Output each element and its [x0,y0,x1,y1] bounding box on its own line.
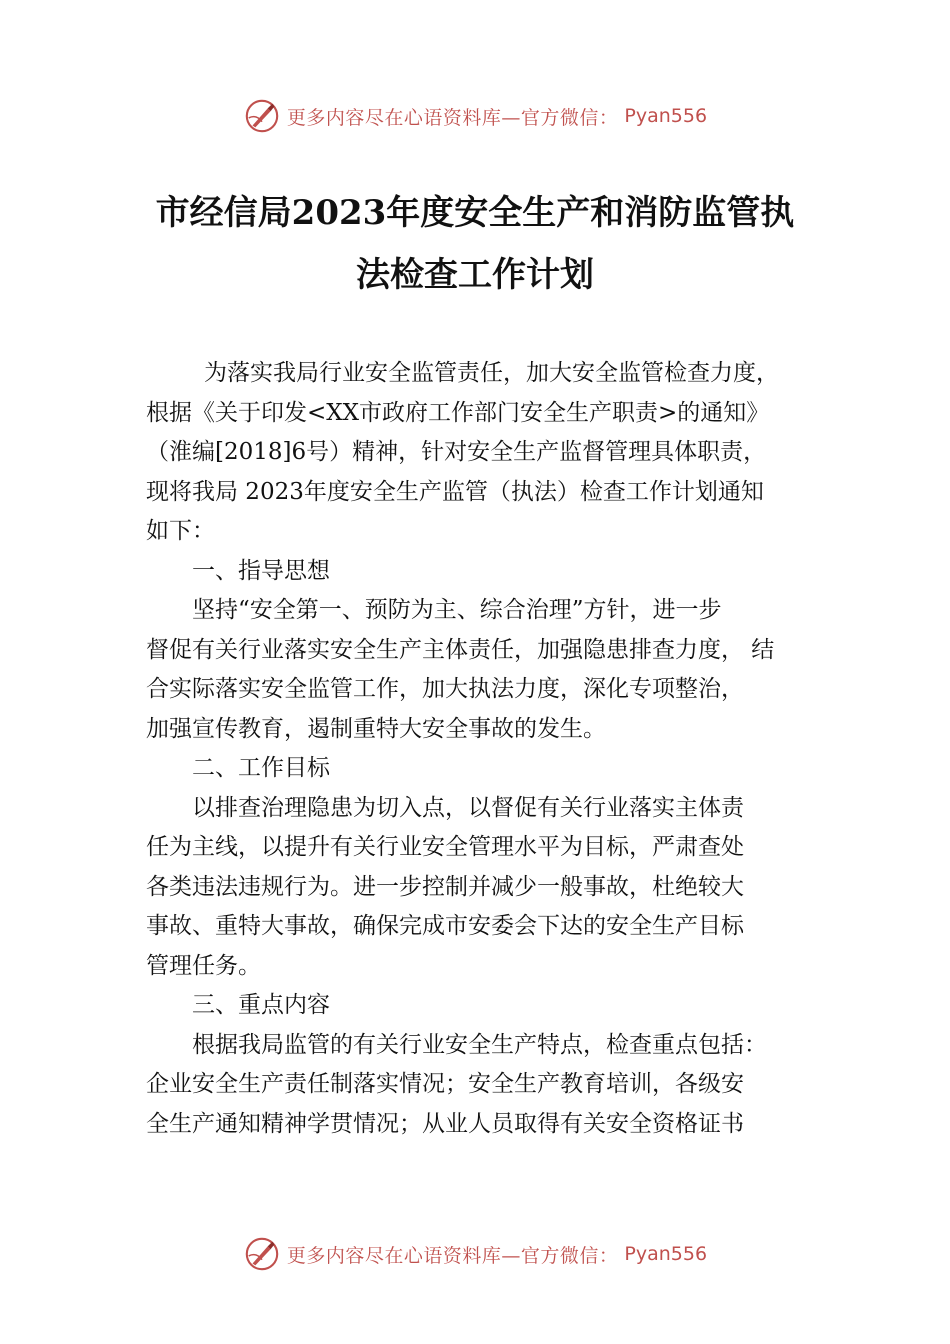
section3-line: 全生产通知精神学贯情况；从业人员取得有关安全资格证书 [146,1110,744,1137]
pen-logo-icon [243,1235,281,1273]
intro-line: （淮编[2018]6号）精神，针对安全生产监督管理具体职责， [146,439,767,465]
watermark-wechat-id: Pyan556 [624,1243,708,1265]
section1-line: 坚持“安全第一、预防为主、综合治理”方针，进一步 [192,597,722,623]
watermark-header [0,94,950,138]
watermark-text: 更多内容尽在心语资料库—官方微信： [286,1244,619,1267]
title-line-1: 市经信局2023年度安全生产和消防监管执 [155,193,795,233]
title-line-2: 法检查工作计划 [356,255,594,295]
watermark-wechat-id: Pyan556 [624,105,708,127]
section2-line: 任为主线，以提升有关行业安全管理水平为目标，严肃查处 [146,834,744,860]
section2-line: 以排查治理隐患为切入点，以督促有关行业落实主体责 [192,794,744,821]
section1-line: 加强宣传教育，遏制重特大安全事故的发生。 [146,715,606,742]
section2-line: 管理任务。 [146,952,261,979]
intro-line: 如下： [146,518,215,544]
watermark-text: 更多内容尽在心语资料库—官方微信： [286,106,619,129]
section1-line: 督促有关行业落实安全生产主体责任，加强隐患排查力度， 结 [146,636,775,663]
watermark-footer [0,1232,950,1276]
section-heading-guiding-ideology: 一、指导思想 [192,557,330,584]
pen-logo-icon [243,97,281,135]
section3-line: 根据我局监管的有关行业安全生产特点，检查重点包括： [192,1031,767,1058]
document-body [146,354,822,1144]
section2-line: 各类违法违规行为。进一步控制并减少一般事故，杜绝较大 [146,873,744,900]
section3-line: 企业安全生产责任制落实情况；安全生产教育培训，各级安 [146,1071,744,1097]
section1-line: 合实际落实安全监管工作，加大执法力度，深化专项整治， [146,676,744,702]
section-heading-key-content: 三、重点内容 [192,992,330,1018]
section-heading-work-goals: 二、工作目标 [192,755,330,781]
intro-line: 现将我局 2023年度安全生产监管（执法）检查工作计划通知 [146,478,764,505]
intro-line: 为落实我局行业安全监管责任，加大安全监管检查力度， [204,360,779,386]
document-title [100,182,850,306]
intro-line: 根据《关于印发<XX市政府工作部门安全生产职责>的通知》 [146,399,770,426]
section2-line: 事故、重特大事故，确保完成市安委会下达的安全生产目标 [146,913,744,939]
